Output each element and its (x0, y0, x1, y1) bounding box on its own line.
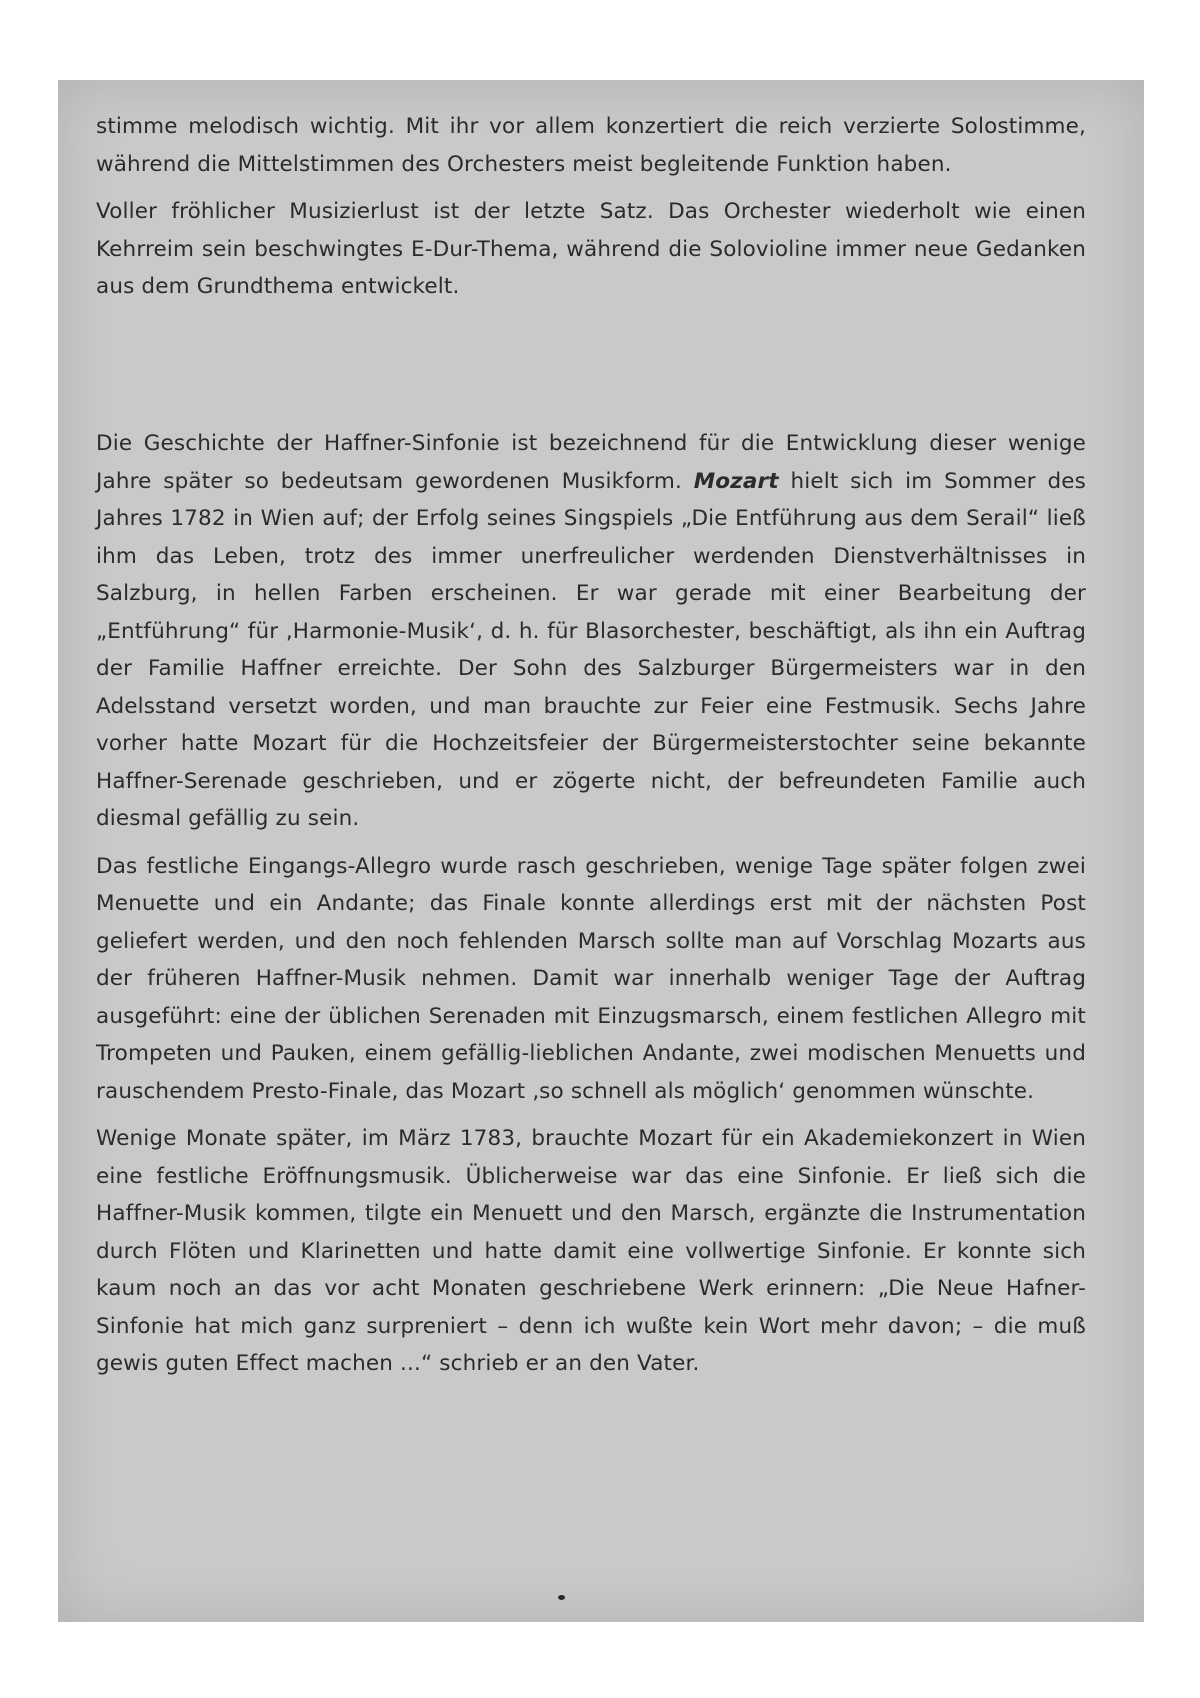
paragraph-last-movement: Voller fröhlicher Musizierlust ist der letzte Satz. Das Orchester wiederholt wie einen Kehrreim sein beschwingtes E-Dur-Thema, während die Solovioline immer neue Gedanken aus dem Grundthema entwickelt. (96, 199, 1086, 299)
composer-name-emphasis: Mozart (693, 468, 779, 494)
paragraph-solo-voice: stimme melodisch wichtig. Mit ihr vor allem konzertiert die reich verzierte Solostimme, während die Mittelstimmen des Orchesters meist begleitende Funktion haben. (96, 114, 1086, 177)
ink-spot (558, 1595, 565, 1600)
haffner-intro-a: Die Geschichte der Haffner-Sinfonie ist bezeichnend für die Entwicklung dieser wenige Jahre später so bedeutsam gewordenen Musikform. (96, 431, 1086, 494)
paragraph-festive-allegro: Das festliche Eingangs-Allegro wurde rasch geschrieben, wenige Tage später folgen zwei Menuette und ein Andante; das Finale konnte allerdings erst mit der nächsten Post geliefert werden, und den noch fehlenden Marsch sollte man auf Vorschlag Mozarts aus der früheren Haffner-Musik nehmen. Damit war innerhalb weniger Tage der Auftrag ausgeführt: eine der üblichen Serenaden mit Einzugsmarsch, einem festlichen Allegro mit Trompeten und Pauken, einem gefällig-lieblichen Andante, zwei modischen Menuetts und rauschendem Presto-Finale, das Mozart ‚so schnell als möglich‘ genommen wünschte. (96, 853, 1086, 1104)
text-block-haffner (96, 425, 1086, 1393)
paragraph-academy-concert: Wenige Monate später, im März 1783, brauchte Mozart für ein Akademiekonzert in Wien eine festliche Eröffnungsmusik. Üblicherweise war das eine Sinfonie. Er ließ sich die Haffner-Musik kommen, tilgte ein Menuett und den Marsch, ergänzte die Instrumentation durch Flöten und Klarinetten und hatte damit eine vollwertige Sinfonie. Er konnte sich kaum noch an das vor acht Monaten geschriebene Werk erinnern: „Die Neue Hafner-Sinfonie hat mich ganz surpreniert – denn ich wußte kein Wort mehr davon; – die muß gewis guten Effect machen ...“ schrieb er an den Vater. (96, 1126, 1086, 1376)
text-block-top (96, 108, 1086, 316)
scanned-page (58, 80, 1144, 1622)
haffner-intro-b: hielt sich im Sommer des Jahres 1782 in Wien auf; der Erfolg seines Singspiels „Die Entführung aus dem Serail“ ließ ihm das Leben, trotz des immer unerfreulicher werdenden Dienstverhältnisses in Salzburg, in hellen Farben erscheinen. Er war gerade mit einer Bearbeitung der „Entführung“ für ‚Harmonie-Musik‘, d. h. für Blasorchester, beschäftigt, als ihn ein Auftrag der Familie Haffner erreichte. Der Sohn des Salzburger Bürgermeisters war in den Adelsstand versetzt worden, und man brauchte zur Feier eine Festmusik. Sechs Jahre vorher hatte Mozart für die Hochzeitsfeier der Bürgermeisterstochter seine bekannte Haffner-Serenade geschrieben, und er zögerte nicht, der befreundeten Familie auch diesmal gefällig zu sein. (96, 468, 1087, 831)
paragraph-haffner-history (96, 425, 1086, 838)
